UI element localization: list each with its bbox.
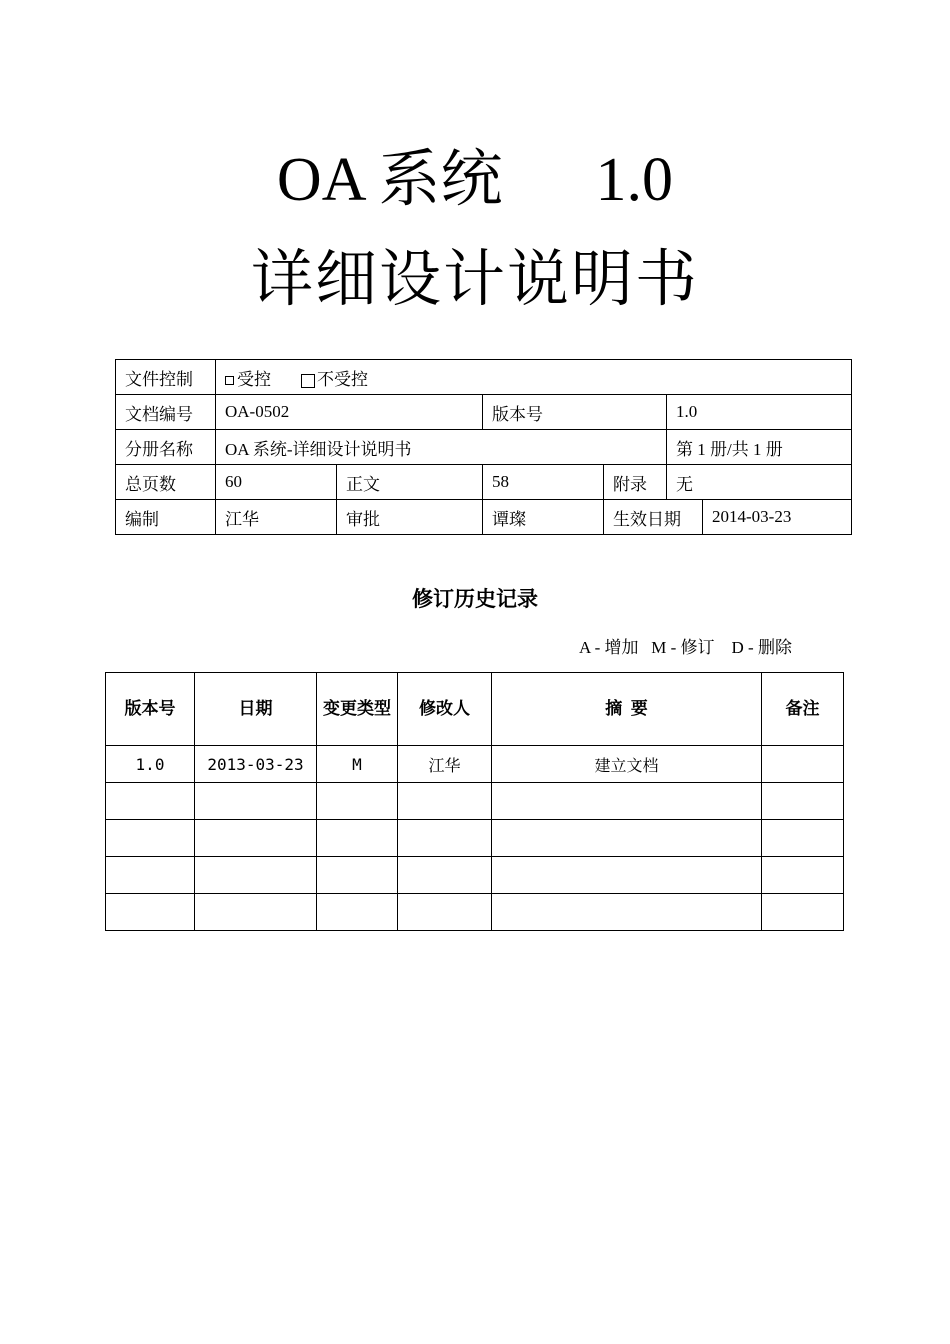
cell-change-type [317, 783, 398, 820]
file-control-options [216, 360, 852, 395]
total-pages-label: 总页数 [116, 465, 216, 500]
table-row [106, 820, 844, 857]
table-row [106, 783, 844, 820]
cell-remarks [762, 857, 844, 894]
controlled-label: 受控 [237, 369, 271, 389]
cell-remarks [762, 746, 844, 783]
table-row [106, 857, 844, 894]
effective-date-label: 生效日期 [604, 500, 703, 535]
cell-date [195, 857, 317, 894]
cell-date [195, 783, 317, 820]
uncontrolled-label: 不受控 [317, 369, 368, 389]
author-value: 江华 [216, 500, 337, 535]
cell-modifier [398, 857, 492, 894]
appendix-value: 无 [667, 465, 852, 500]
cell-change-type [317, 857, 398, 894]
cell-date [195, 894, 317, 931]
change-type-legend: A - 增加 M - 修订 D - 删除 [579, 638, 792, 657]
effective-date-value: 2014-03-23 [703, 500, 852, 535]
cell-version [106, 783, 195, 820]
cell-version: 1.0 [106, 746, 195, 783]
author-label: 编制 [116, 500, 216, 535]
cell-modifier [398, 894, 492, 931]
cell-modifier [398, 820, 492, 857]
cell-change-type [317, 820, 398, 857]
header-change-type: 变更类型 [317, 673, 398, 746]
body-label: 正文 [337, 465, 483, 500]
document-title-line1: OA 系统 1.0 [276, 146, 674, 214]
doc-no-label: 文档编号 [116, 395, 216, 430]
cell-summary [492, 894, 762, 931]
controlled-checkbox[interactable] [225, 376, 234, 385]
cell-remarks [762, 783, 844, 820]
header-summary: 摘 要 [492, 673, 762, 746]
body-pages-value: 58 [483, 465, 604, 500]
document-control-table [115, 359, 852, 535]
cell-date [195, 820, 317, 857]
header-remarks: 备注 [762, 673, 844, 746]
cell-date: 2013-03-23 [195, 746, 317, 783]
document-title-line2: 详细设计说明书 [250, 246, 699, 314]
table-row [116, 465, 852, 500]
table-row [116, 500, 852, 535]
appendix-label: 附录 [604, 465, 667, 500]
cell-version [106, 857, 195, 894]
file-control-label: 文件控制 [116, 360, 216, 395]
cell-version [106, 820, 195, 857]
header-date: 日期 [195, 673, 317, 746]
volume-count-value: 第 1 册/共 1 册 [667, 430, 852, 465]
table-row [116, 430, 852, 465]
cell-remarks [762, 894, 844, 931]
revision-history-table [105, 672, 844, 931]
volume-name-value: OA 系统-详细设计说明书 [216, 430, 667, 465]
cell-remarks [762, 820, 844, 857]
version-label: 版本号 [483, 395, 667, 430]
cell-change-type [317, 894, 398, 931]
table-row [116, 360, 852, 395]
cell-summary: 建立文档 [492, 746, 762, 783]
doc-no-value: OA-0502 [216, 395, 483, 430]
approver-value: 谭璨 [483, 500, 604, 535]
table-row [106, 746, 844, 783]
cell-summary [492, 857, 762, 894]
volume-label: 分册名称 [116, 430, 216, 465]
approver-label: 审批 [337, 500, 483, 535]
header-version: 版本号 [106, 673, 195, 746]
total-pages-value: 60 [216, 465, 337, 500]
cell-modifier: 江华 [398, 746, 492, 783]
table-header-row [106, 673, 844, 746]
version-value: 1.0 [667, 395, 852, 430]
uncontrolled-checkbox[interactable] [301, 374, 315, 388]
header-modifier: 修改人 [398, 673, 492, 746]
cell-summary [492, 783, 762, 820]
table-row [116, 395, 852, 430]
cell-summary [492, 820, 762, 857]
cell-version [106, 894, 195, 931]
revision-history-title: 修订历史记录 [412, 587, 538, 611]
cell-modifier [398, 783, 492, 820]
cell-change-type: M [317, 746, 398, 783]
table-row [106, 894, 844, 931]
